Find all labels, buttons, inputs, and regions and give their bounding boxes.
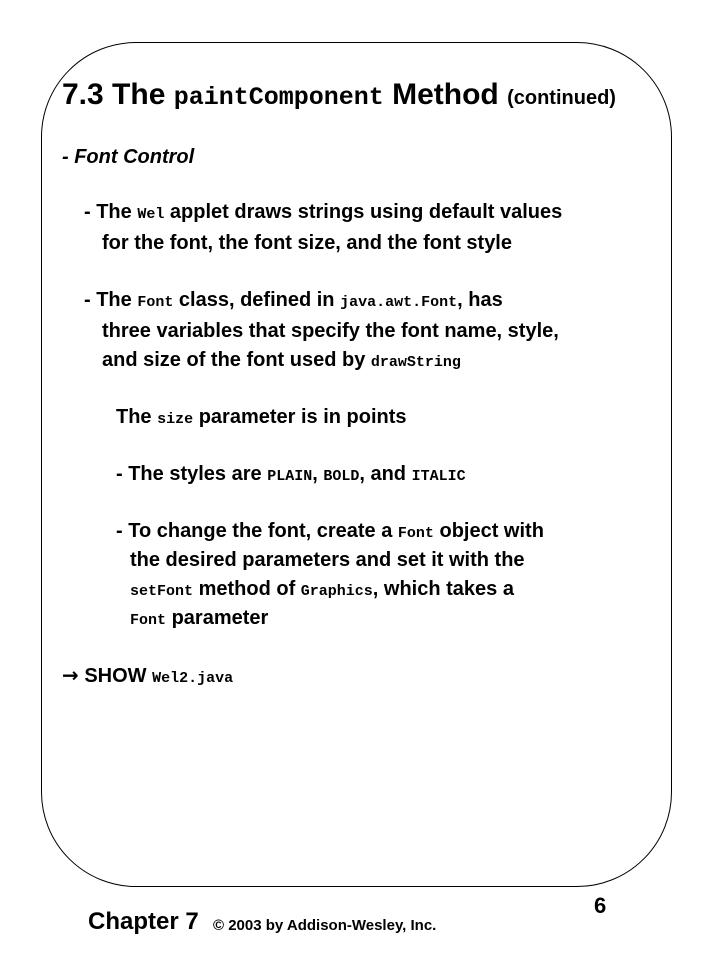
p2-line3: [102, 346, 461, 377]
title-prefix: 7.3 The: [62, 78, 174, 111]
p5-text-a: - To change the font, create a: [116, 520, 398, 542]
p4-sep1: ,: [312, 463, 324, 485]
p5-line4: [130, 604, 268, 635]
show-label: SHOW: [78, 665, 153, 687]
slide-title: [62, 76, 616, 117]
p5-code-font2: Font: [130, 612, 167, 629]
p2-line1: [84, 286, 503, 317]
p4-sep2: , and: [359, 463, 412, 485]
p2-line2: three variables that specify the font name, style,: [102, 320, 559, 342]
p2-text-b: class, defined in: [173, 289, 341, 311]
p5-line3: [130, 575, 514, 606]
p2-line3-code: drawString: [370, 354, 461, 371]
p2-text-c: , has: [457, 289, 503, 311]
title-suffix: Method: [383, 78, 508, 111]
footer-chapter: Chapter 7: [88, 908, 199, 935]
p5-code-graphics: Graphics: [300, 583, 373, 600]
p4-line: [116, 460, 466, 491]
p5-line3-text-b: , which takes a: [372, 578, 514, 600]
p3-line: [116, 403, 407, 434]
p5-line3-text-a: method of: [193, 578, 301, 600]
p2-line3-text: and size of the font used by: [102, 349, 371, 371]
p5-line2: the desired parameters and set it with the: [130, 549, 525, 571]
p5-code-font: Font: [397, 525, 434, 542]
section-heading: - Font Control: [62, 146, 195, 168]
p5-line1: [116, 517, 544, 548]
p4-code-plain: PLAIN: [267, 468, 313, 485]
title-code: paintComponent: [173, 83, 384, 112]
p2-code-font: Font: [137, 294, 174, 311]
p4-text-a: - The styles are: [116, 463, 268, 485]
p5-line4-text: parameter: [166, 607, 269, 629]
p2-code-class: java.awt.Font: [340, 294, 458, 311]
footer-copyright: © 2003 by Addison-Wesley, Inc.: [213, 917, 437, 934]
title-continued: (continued): [507, 87, 616, 109]
p1-text-b: applet draws strings using default values: [164, 201, 563, 223]
p5-code-setfont: setFont: [130, 583, 194, 600]
p1-line1: [84, 198, 562, 229]
p3-code: size: [157, 411, 194, 428]
show-code: Wel2.java: [152, 670, 234, 687]
p3-text-a: The: [116, 406, 158, 428]
p1-line2: for the font, the font size, and the font style: [102, 232, 512, 254]
p2-text-a: - The: [84, 289, 138, 311]
p4-code-bold: BOLD: [323, 468, 360, 485]
p1-code: Wel: [137, 206, 165, 223]
p5-text-b: object with: [433, 520, 544, 542]
p3-text-b: parameter is in points: [193, 406, 407, 428]
page-number: 6: [594, 893, 607, 918]
p1-text-a: - The: [84, 201, 138, 223]
right-arrow-icon: →: [62, 663, 79, 687]
show-line: [62, 661, 233, 693]
p4-code-italic: ITALIC: [411, 468, 466, 485]
